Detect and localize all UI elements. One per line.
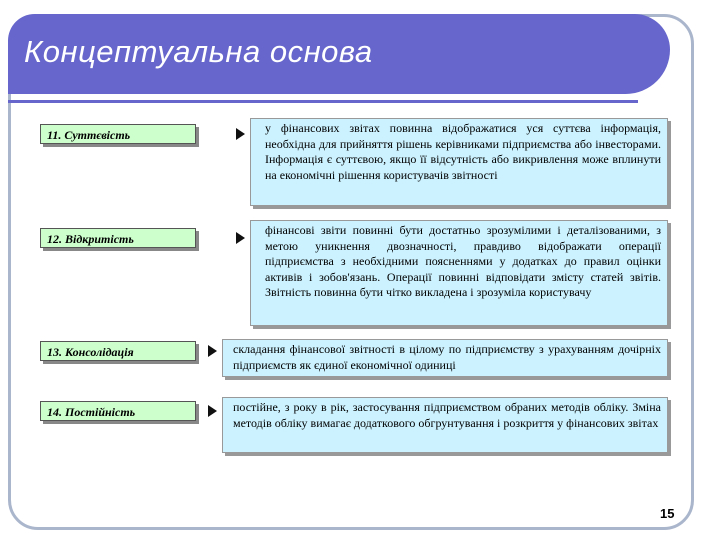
page-number: 15 <box>660 506 675 521</box>
arrow-right-icon <box>236 128 245 140</box>
arrow-right-icon <box>236 232 245 244</box>
principle-term-consistency: 14. Постійність <box>40 401 196 421</box>
principle-description-consistency: постійне, з року в рік, застосування підприємством обраних методів обліку. Зміна методів обліку вимагає додаткового обгрунтування і розкриття у фінансових звітах <box>222 397 668 453</box>
principle-term-consolidation: 13. Консолідація <box>40 341 196 361</box>
arrow-right-icon <box>208 405 217 417</box>
principle-description-materiality: у фінансових звітах повинна відображатися уся суттєва інформація, необхідна для прийняття рішень керівниками підприємства або інвесторами. Інформація є суттєвою, якщо її відсутність або викривлення може вплинути на економічні рішення користувачів звітності <box>250 118 668 206</box>
principle-description-openness: фінансові звіти повинні бути достатньо зрозумілими і деталізованими, з метою уникнення двозначності, правдиво відображати операції підприємства з необхідними поясненнями у додатках до правил оцінки активів і зобов'язань. Операції повинні відповідати змісту статей звітів. Звітність повинна бути чітко викладена і зрозуміла користувачу <box>250 220 668 326</box>
principle-term-openness: 12. Відкритість <box>40 228 196 248</box>
arrow-right-icon <box>208 345 217 357</box>
principle-description-consolidation: складання фінансової звітності в цілому по підприємству з урахуванням дочірніх підприємств як єдиної економічної одиниці <box>222 339 668 377</box>
title-underline <box>8 100 638 103</box>
slide-title: Концептуальна основа <box>24 34 373 69</box>
principle-term-materiality: 11. Суттєвість <box>40 124 196 144</box>
